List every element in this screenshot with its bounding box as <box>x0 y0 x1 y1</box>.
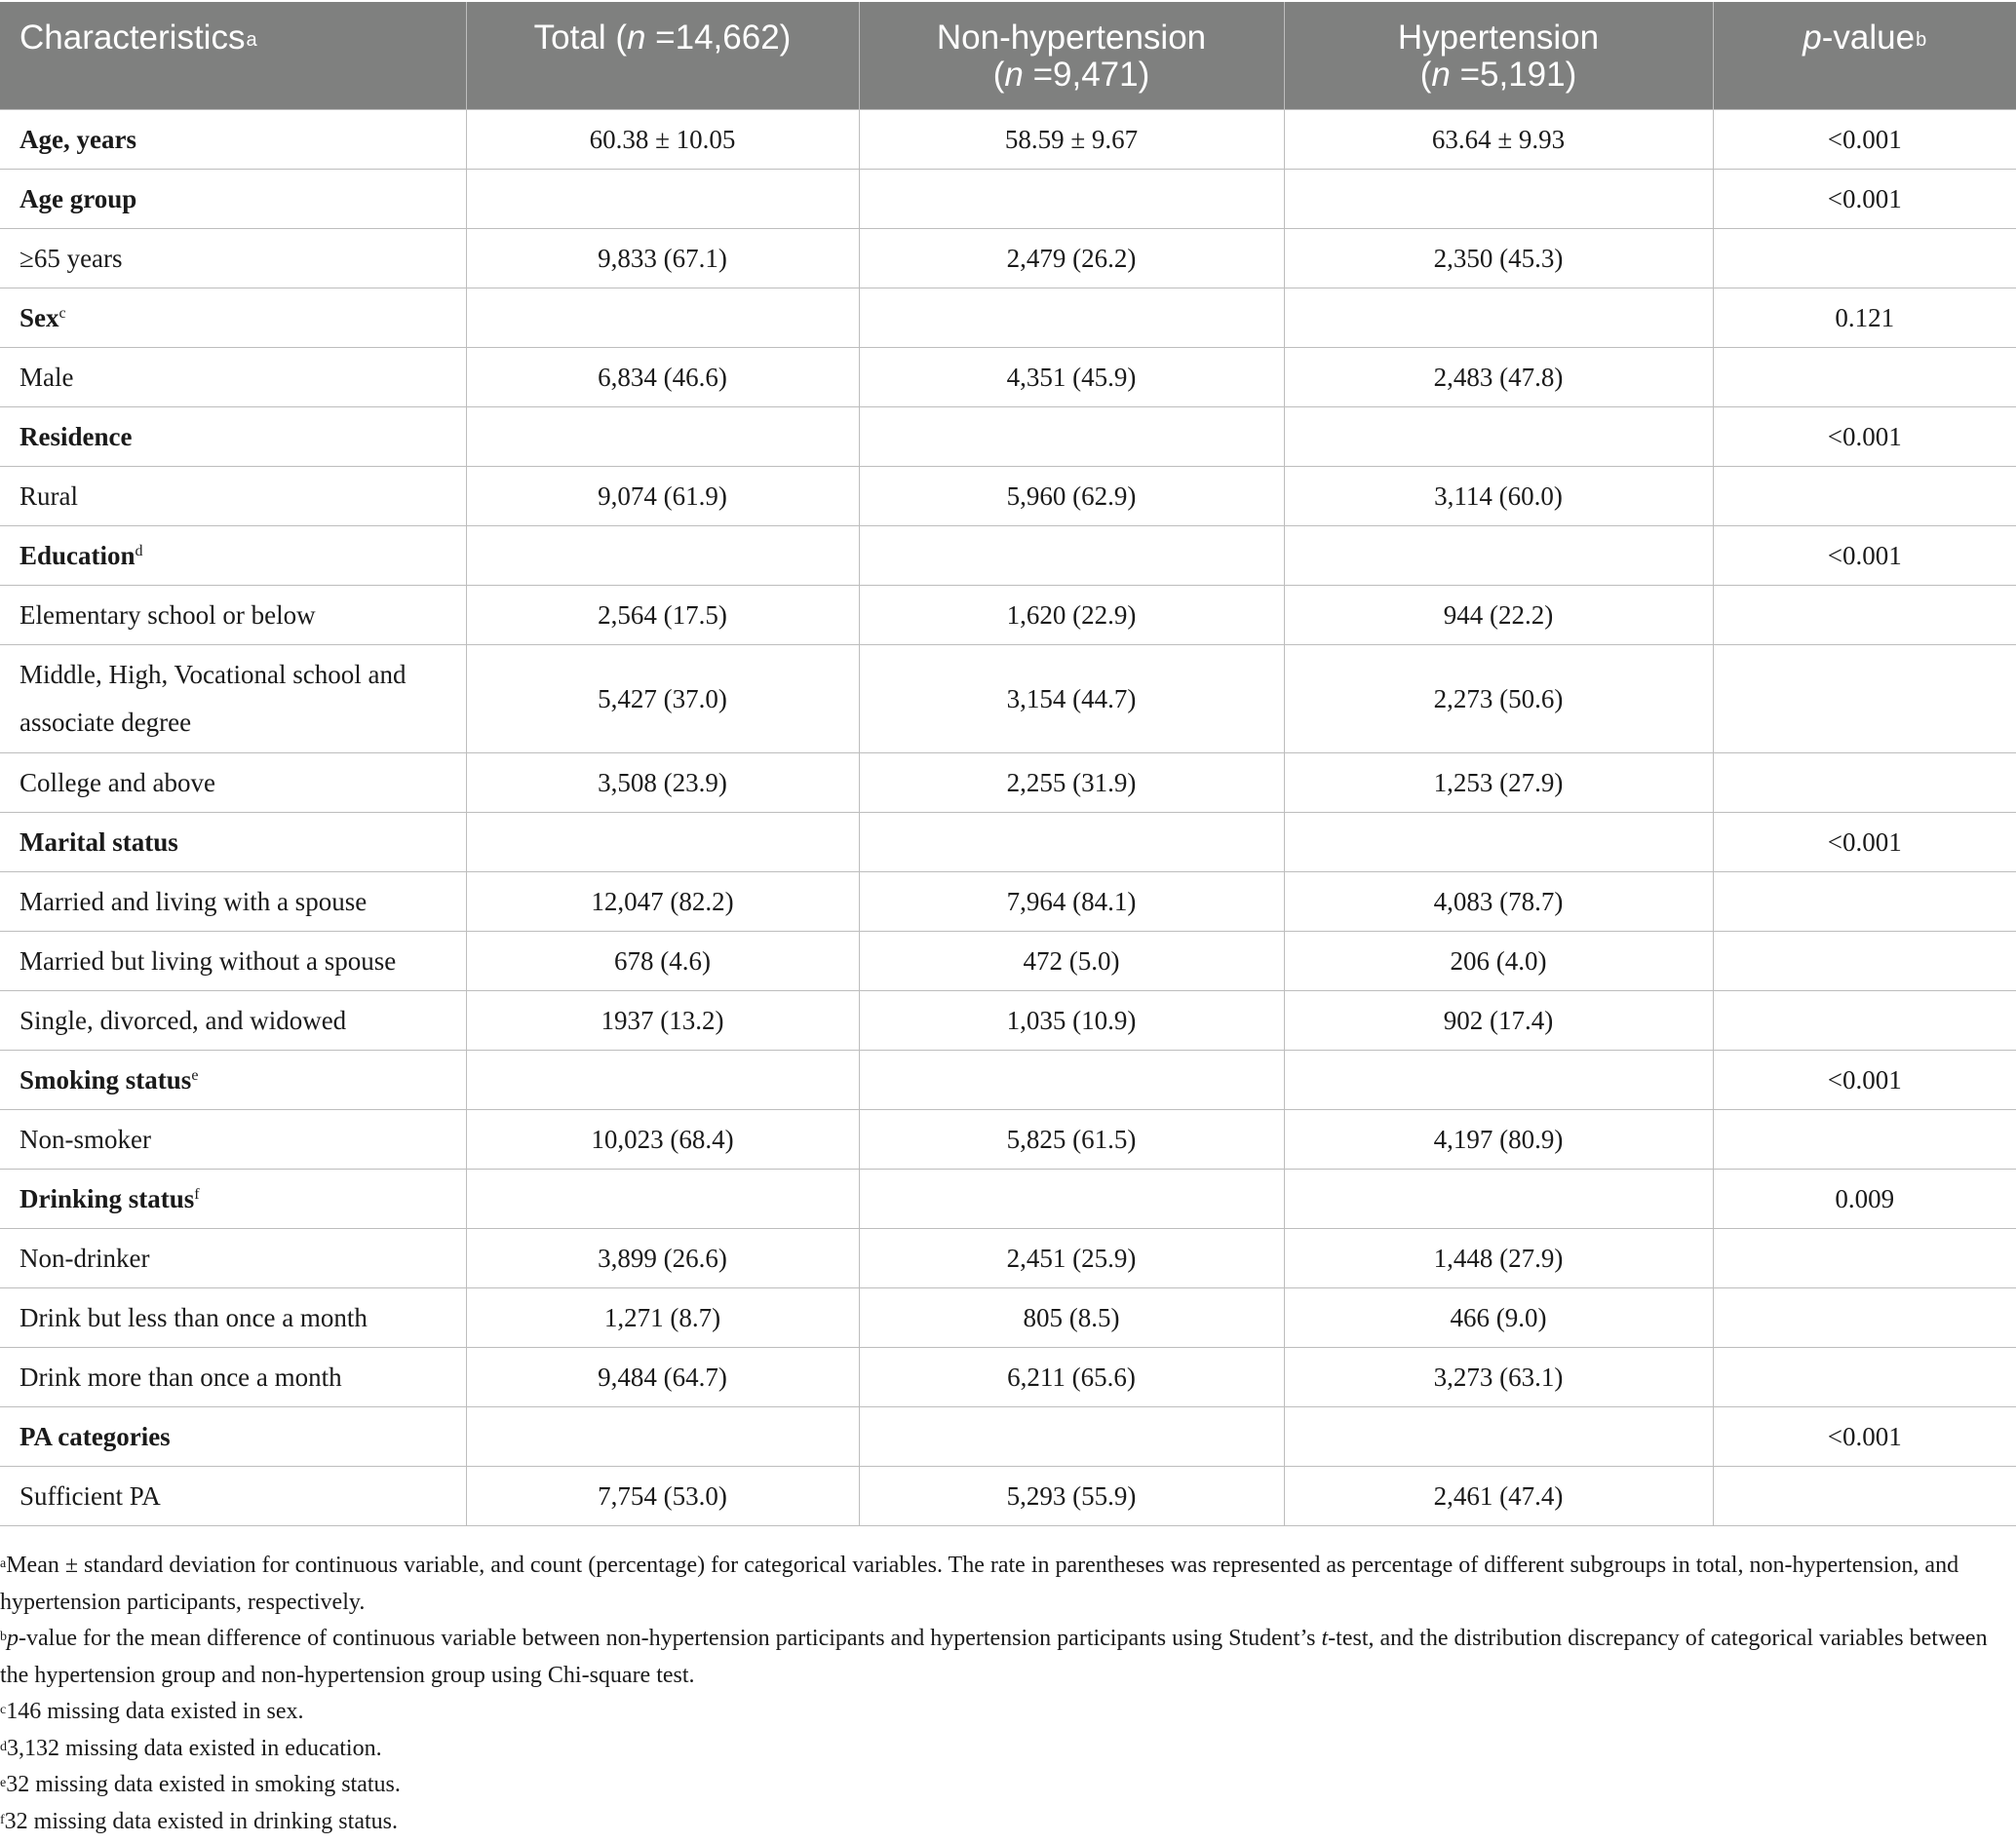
row-label-cell <box>0 288 466 347</box>
table-row <box>0 990 2016 1050</box>
footnote-text: 3,132 missing data existed in education. <box>7 1735 382 1761</box>
p-value-cell: 0.009 <box>1713 1169 2016 1228</box>
row-label-cell <box>0 466 466 525</box>
total-cell: 6,834 (46.6) <box>466 347 859 406</box>
table-row <box>0 1109 2016 1169</box>
non-hypertension-cell: 805 (8.5) <box>859 1287 1284 1347</box>
hypertension-cell: 2,461 (47.4) <box>1284 1466 1713 1525</box>
hypertension-cell: 2,273 (50.6) <box>1284 644 1713 752</box>
header-hypertension-n: n <box>1431 56 1451 94</box>
footnote-text: -value for the mean difference of continuous variable between non-hypertension participants and hypertension participants using Student’s <box>19 1626 1322 1651</box>
total-cell: 5,427 (37.0) <box>466 644 859 752</box>
p-value-cell <box>1713 990 2016 1050</box>
row-label-cell <box>0 871 466 931</box>
non-hypertension-cell: 6,211 (65.6) <box>859 1347 1284 1406</box>
row-label: Rural <box>19 480 78 511</box>
total-cell <box>466 1169 859 1228</box>
footnote-a <box>0 1548 2016 1621</box>
table-row <box>0 585 2016 644</box>
p-value-cell <box>1713 228 2016 288</box>
footnote-marker: f <box>0 1812 5 1827</box>
row-label: Sufficient PA <box>19 1480 161 1511</box>
row-label: Smoking status <box>19 1064 192 1094</box>
p-value-cell: <0.001 <box>1713 109 2016 169</box>
hypertension-cell: 4,083 (78.7) <box>1284 871 1713 931</box>
table-row <box>0 931 2016 990</box>
row-label-cell <box>0 644 466 752</box>
characteristics-table <box>0 2 2016 1526</box>
row-label-cell <box>0 1050 466 1109</box>
p-value-cell: <0.001 <box>1713 525 2016 585</box>
table-row <box>0 812 2016 871</box>
header-total <box>466 2 859 109</box>
total-cell: 9,484 (64.7) <box>466 1347 859 1406</box>
total-cell <box>466 1406 859 1466</box>
table-row <box>0 288 2016 347</box>
non-hypertension-cell <box>859 525 1284 585</box>
non-hypertension-cell: 5,960 (62.9) <box>859 466 1284 525</box>
footnote-text: p <box>7 1626 19 1651</box>
p-value-cell: <0.001 <box>1713 1406 2016 1466</box>
row-label: Age group <box>19 183 137 213</box>
total-cell: 60.38 ± 10.05 <box>466 109 859 169</box>
header-non-hypertension-title: Non-hypertension <box>936 19 1207 57</box>
non-hypertension-cell <box>859 288 1284 347</box>
row-label: Residence <box>19 421 133 451</box>
hypertension-cell: 206 (4.0) <box>1284 931 1713 990</box>
p-value-cell <box>1713 644 2016 752</box>
hypertension-cell: 63.64 ± 9.93 <box>1284 109 1713 169</box>
row-label: Age, years <box>19 124 136 154</box>
header-hypertension-pre: ( <box>1419 56 1432 94</box>
row-label-cell <box>0 1406 466 1466</box>
footnote-marker: e <box>0 1776 7 1790</box>
hypertension-cell: 902 (17.4) <box>1284 990 1713 1050</box>
total-cell <box>466 169 859 228</box>
non-hypertension-cell <box>859 406 1284 466</box>
table-header <box>0 2 2016 109</box>
p-value-cell <box>1713 931 2016 990</box>
header-total-pre: Total ( <box>533 19 627 57</box>
p-value-cell <box>1713 1466 2016 1525</box>
total-cell: 1,271 (8.7) <box>466 1287 859 1347</box>
total-cell <box>466 1050 859 1109</box>
non-hypertension-cell: 2,479 (26.2) <box>859 228 1284 288</box>
header-hypertension-post: =5,191) <box>1450 56 1577 94</box>
row-label-cell <box>0 1228 466 1287</box>
row-label-cell <box>0 1169 466 1228</box>
header-hypertension <box>1284 2 1713 109</box>
footnote-text: 146 missing data existed in sex. <box>6 1699 304 1724</box>
footnote-marker: b <box>0 1630 7 1644</box>
hypertension-cell <box>1284 288 1713 347</box>
header-total-post: =14,662) <box>645 19 792 57</box>
row-label-cell <box>0 525 466 585</box>
non-hypertension-cell: 472 (5.0) <box>859 931 1284 990</box>
row-label: Single, divorced, and widowed <box>19 1005 347 1035</box>
row-label-cell <box>0 1287 466 1347</box>
header-non-hypertension-pre: ( <box>992 56 1005 94</box>
total-cell <box>466 525 859 585</box>
footnotes <box>0 1548 2016 1840</box>
hypertension-cell: 1,448 (27.9) <box>1284 1228 1713 1287</box>
p-value-cell: <0.001 <box>1713 1050 2016 1109</box>
hypertension-cell: 1,253 (27.9) <box>1284 752 1713 812</box>
footnote-b <box>0 1621 2016 1694</box>
p-value-cell <box>1713 871 2016 931</box>
table-row <box>0 752 2016 812</box>
row-label: ≥65 years <box>19 243 123 273</box>
table-row <box>0 228 2016 288</box>
row-label: Married and living with a spouse <box>19 886 368 916</box>
table-row <box>0 347 2016 406</box>
p-value-cell <box>1713 347 2016 406</box>
footnote-marker: d <box>0 1739 7 1754</box>
header-characteristics <box>0 2 466 109</box>
table-row <box>0 169 2016 228</box>
footnote-d <box>0 1731 2016 1768</box>
table-body <box>0 109 2016 1525</box>
non-hypertension-cell: 5,293 (55.9) <box>859 1466 1284 1525</box>
table-row <box>0 1050 2016 1109</box>
row-label-cell <box>0 347 466 406</box>
header-non-hypertension <box>859 2 1284 109</box>
total-cell: 3,508 (23.9) <box>466 752 859 812</box>
header-row <box>0 2 2016 109</box>
header-p-value-p: p <box>1803 19 1822 57</box>
header-characteristics-text: Characteristics <box>19 19 246 57</box>
row-label: Drink but less than once a month <box>19 1302 368 1332</box>
row-label-cell <box>0 406 466 466</box>
footnote-text: 32 missing data existed in smoking status. <box>6 1772 401 1797</box>
row-label: Drinking status <box>19 1183 195 1213</box>
table-row <box>0 1228 2016 1287</box>
header-non-hypertension-post: =9,471) <box>1023 56 1150 94</box>
row-label-footnote-marker: e <box>191 1066 199 1084</box>
p-value-cell: 0.121 <box>1713 288 2016 347</box>
table-row <box>0 644 2016 752</box>
hypertension-cell: 466 (9.0) <box>1284 1287 1713 1347</box>
table-row <box>0 1287 2016 1347</box>
non-hypertension-cell: 2,255 (31.9) <box>859 752 1284 812</box>
hypertension-cell: 3,273 (63.1) <box>1284 1347 1713 1406</box>
header-non-hypertension-n: n <box>1004 56 1024 94</box>
row-label: Sex <box>19 302 59 332</box>
p-value-cell <box>1713 1347 2016 1406</box>
p-value-cell <box>1713 585 2016 644</box>
footnote-f <box>0 1804 2016 1841</box>
total-cell: 10,023 (68.4) <box>466 1109 859 1169</box>
footnote-c <box>0 1694 2016 1731</box>
non-hypertension-cell <box>859 169 1284 228</box>
row-label-cell <box>0 1109 466 1169</box>
non-hypertension-cell: 2,451 (25.9) <box>859 1228 1284 1287</box>
non-hypertension-cell: 1,620 (22.9) <box>859 585 1284 644</box>
table-row <box>0 1347 2016 1406</box>
p-value-cell <box>1713 466 2016 525</box>
hypertension-cell: 944 (22.2) <box>1284 585 1713 644</box>
p-value-cell <box>1713 752 2016 812</box>
row-label: Non-drinker <box>19 1243 150 1273</box>
row-label-cell <box>0 585 466 644</box>
total-cell: 12,047 (82.2) <box>466 871 859 931</box>
p-value-cell: <0.001 <box>1713 812 2016 871</box>
non-hypertension-cell <box>859 1050 1284 1109</box>
total-cell: 3,899 (26.6) <box>466 1228 859 1287</box>
row-label: Marital status <box>19 826 178 857</box>
total-cell <box>466 406 859 466</box>
row-label: Middle, High, Vocational school and associate degree <box>19 659 407 737</box>
non-hypertension-cell: 5,825 (61.5) <box>859 1109 1284 1169</box>
hypertension-cell <box>1284 1050 1713 1109</box>
header-p-value <box>1713 2 2016 109</box>
row-label-footnote-marker: d <box>135 542 143 559</box>
non-hypertension-cell: 58.59 ± 9.67 <box>859 109 1284 169</box>
p-value-cell <box>1713 1109 2016 1169</box>
p-value-cell <box>1713 1228 2016 1287</box>
non-hypertension-cell: 4,351 (45.9) <box>859 347 1284 406</box>
table-row <box>0 109 2016 169</box>
footnote-text: t <box>1321 1626 1329 1651</box>
row-label-footnote-marker: c <box>58 304 66 322</box>
row-label: PA categories <box>19 1421 171 1451</box>
row-label-footnote-marker: f <box>194 1185 200 1203</box>
table-row <box>0 525 2016 585</box>
hypertension-cell: 2,350 (45.3) <box>1284 228 1713 288</box>
row-label-cell <box>0 931 466 990</box>
row-label-cell <box>0 752 466 812</box>
non-hypertension-cell: 3,154 (44.7) <box>859 644 1284 752</box>
hypertension-cell: 4,197 (80.9) <box>1284 1109 1713 1169</box>
header-p-value-sup: b <box>1916 29 1927 51</box>
row-label-cell <box>0 812 466 871</box>
footnote-text: Mean ± standard deviation for continuous variable, and count (percentage) for categorical variables. The rate in parentheses was represented as percentage of different subgroups in total, non-hypertension, and hypertension participants, respectively. <box>0 1553 1959 1615</box>
header-hypertension-title: Hypertension <box>1397 19 1600 57</box>
row-label: Drink more than once a month <box>19 1362 342 1392</box>
table-row <box>0 1169 2016 1228</box>
footnote-marker: c <box>0 1703 7 1717</box>
p-value-cell: <0.001 <box>1713 169 2016 228</box>
header-characteristics-sup: a <box>246 29 257 51</box>
row-label-cell <box>0 990 466 1050</box>
total-cell: 678 (4.6) <box>466 931 859 990</box>
row-label: Married but living without a spouse <box>19 945 397 976</box>
p-value-cell: <0.001 <box>1713 406 2016 466</box>
total-cell: 9,074 (61.9) <box>466 466 859 525</box>
hypertension-cell: 3,114 (60.0) <box>1284 466 1713 525</box>
total-cell: 7,754 (53.0) <box>466 1466 859 1525</box>
hypertension-cell: 2,483 (47.8) <box>1284 347 1713 406</box>
row-label: Male <box>19 362 74 392</box>
hypertension-cell <box>1284 812 1713 871</box>
hypertension-cell <box>1284 406 1713 466</box>
hypertension-cell <box>1284 1406 1713 1466</box>
non-hypertension-cell: 7,964 (84.1) <box>859 871 1284 931</box>
table-row <box>0 406 2016 466</box>
row-label: Elementary school or below <box>19 599 316 630</box>
row-label: Non-smoker <box>19 1124 151 1154</box>
total-cell: 2,564 (17.5) <box>466 585 859 644</box>
hypertension-cell <box>1284 525 1713 585</box>
row-label-cell <box>0 228 466 288</box>
row-label: College and above <box>19 767 215 797</box>
total-cell <box>466 288 859 347</box>
total-cell: 9,833 (67.1) <box>466 228 859 288</box>
table-row <box>0 1466 2016 1525</box>
footnote-marker: a <box>0 1556 7 1571</box>
row-label-cell <box>0 109 466 169</box>
footnote-text: 32 missing data existed in drinking status. <box>4 1808 398 1834</box>
p-value-cell <box>1713 1287 2016 1347</box>
table-row <box>0 466 2016 525</box>
footnote-text: -test, and the distribution discrepancy of categorical variables between the hypertension group and non-hypertension group using Chi-square test. <box>0 1626 1988 1688</box>
row-label-cell <box>0 1347 466 1406</box>
header-total-n: n <box>626 19 646 57</box>
hypertension-cell <box>1284 1169 1713 1228</box>
non-hypertension-cell <box>859 1406 1284 1466</box>
table-row <box>0 1406 2016 1466</box>
row-label-cell <box>0 1466 466 1525</box>
non-hypertension-cell <box>859 1169 1284 1228</box>
non-hypertension-cell <box>859 812 1284 871</box>
hypertension-cell <box>1284 169 1713 228</box>
non-hypertension-cell: 1,035 (10.9) <box>859 990 1284 1050</box>
row-label: Education <box>19 540 136 570</box>
table-row <box>0 871 2016 931</box>
footnote-e <box>0 1767 2016 1804</box>
row-label-cell <box>0 169 466 228</box>
header-p-value-text: -value <box>1821 19 1916 57</box>
total-cell <box>466 812 859 871</box>
total-cell: 1937 (13.2) <box>466 990 859 1050</box>
